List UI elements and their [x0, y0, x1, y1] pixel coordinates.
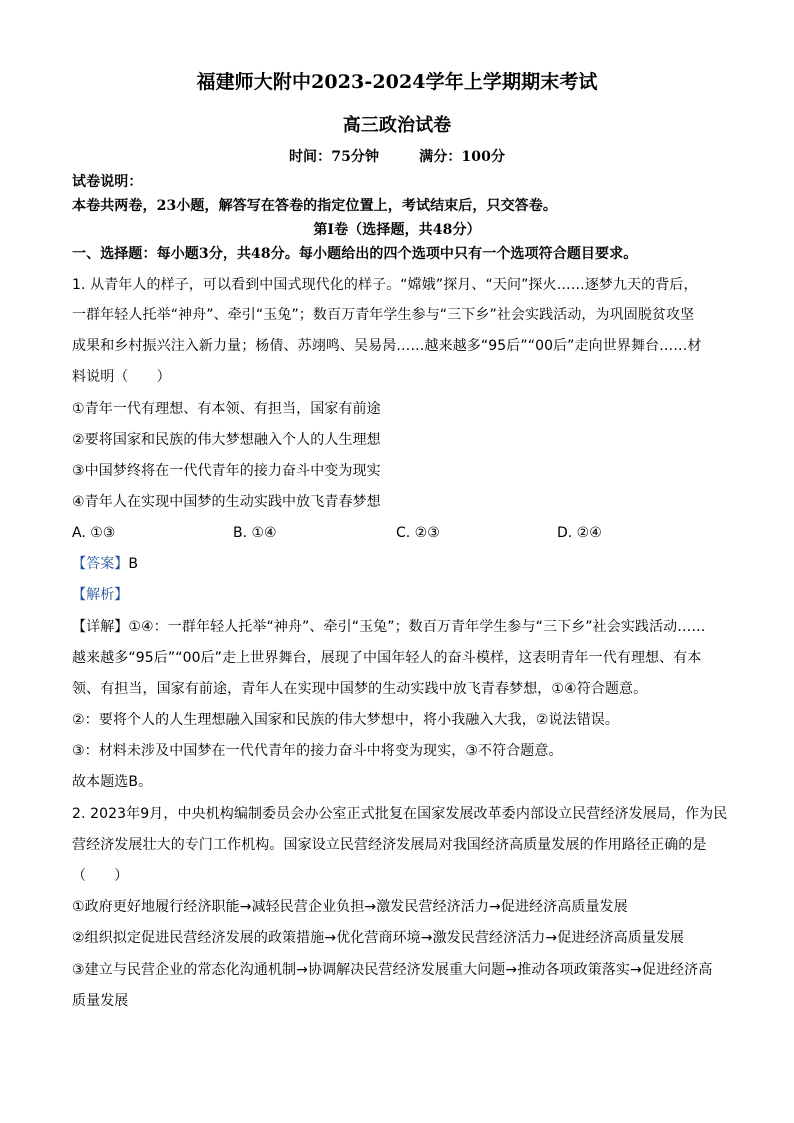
q1-statement: ③中国梦终将在一代代青年的接力奋斗中变为现实 [72, 463, 381, 479]
q2-stem-line: 营经济发展壮大的专门工作机构。国家设立民营经济发展局对我国经济高质量发展的作用路径正确的是 [72, 837, 707, 853]
q1-option-b: B. ①④ [233, 525, 277, 541]
answer-value: B [128, 556, 139, 572]
q1-stem-line: 1. 从青年人的样子，可以看到中国式现代化的样子。“嫦娥”探月、“天问”探火……逐梦九天的背后， [72, 277, 698, 293]
q1-detail-line: ③：材料未涉及中国梦在一代代青年的接力奋斗中将变为现实，③不符合题意。 [72, 743, 563, 759]
instructions-heading: 试卷说明： [72, 174, 143, 190]
q2-statement: ③建立与民营企业的常态化沟通机制→协调解决民营经济发展重大问题→推动各项政策落实→促进经济高 [72, 962, 713, 978]
exam-title: 福建师大附中2023-2024学年上学期期末考试 [196, 71, 598, 93]
q1-answer [72, 554, 138, 574]
q1-stem-line: 成果和乡村振兴注入新力量；杨倩、苏翊鸣、吴易昺……越来越多“95后”“00后”走向世界舞台……材 [72, 338, 702, 354]
q1-detail-line: ②：要将个人的人生理想融入国家和民族的伟大梦想中，将小我融入大我，②说法错误。 [72, 712, 619, 728]
q1-detail-line: 故本题选B。 [72, 774, 153, 790]
q1-option-c: C. ②③ [396, 525, 440, 541]
q2-stem-line: 2. 2023年9月，中央机构编制委员会办公室正式批复在国家发展改革委内部设立民营经济发展局，作为民 [72, 806, 728, 822]
q1-stem-line: 料说明（ ） [72, 369, 171, 385]
answer-tag: 【答案】 [72, 556, 129, 572]
exam-score: 满分：100分 [419, 149, 506, 165]
q1-detail-line: 领、有担当，国家有前途，青年人在实现中国梦的生动实践中放飞青春梦想，①④符合题意。 [72, 681, 648, 697]
q1-detail-line [72, 617, 705, 637]
detail-tag: 【详解】 [72, 619, 129, 635]
q1-option-d: D. ②④ [557, 525, 602, 541]
exam-time: 时间：75分钟 [288, 149, 380, 165]
exam-subtitle: 高三政治试卷 [342, 115, 452, 136]
instructions-text: 本卷共两卷，23小题，解答写在答卷的指定位置上，考试结束后，只交答卷。 [72, 198, 557, 214]
q1-detail-line: 越来越多“95后”“00后”走上世界舞台，展现了中国年轻人的奋斗模样，这表明青年一代有理想、有本 [72, 650, 702, 666]
detail-text: ①④：一群年轻人托举“神舟”、牵引“玉兔”；数百万青年学生参与“三下乡”社会实践活动…… [128, 619, 706, 635]
q2-stem-line: （ ） [72, 868, 129, 884]
q2-statement: 质量发展 [72, 993, 129, 1009]
part-title: 第Ⅰ卷（选择题，共48分） [313, 222, 481, 238]
q1-analysis [72, 585, 128, 605]
q1-statement: ①青年一代有理想、有本领、有担当，国家有前途 [72, 401, 381, 417]
exam-meta [0, 147, 794, 167]
q1-statement: ④青年人在实现中国梦的生动实践中放飞青春梦想 [72, 494, 381, 510]
section-title: 一、选择题：每小题3分，共48分。每小题给出的四个选项中只有一个选项符合题目要求。 [72, 246, 638, 262]
q2-statement: ①政府更好地履行经济职能→减轻民营企业负担→激发民营经济活力→促进经济高质量发展 [72, 899, 628, 915]
q1-option-a: A. ①③ [72, 525, 116, 541]
q2-statement: ②组织拟定促进民营经济发展的政策措施→优化营商环境→激发民营经济活力→促进经济高质量发展 [72, 930, 685, 946]
q1-stem-line: 一群年轻人托举“神舟”、牵引“玉兔”；数百万青年学生参与“三下乡”社会实践活动，为巩固脱贫攻坚 [72, 307, 695, 323]
analysis-tag: 【解析】 [72, 587, 129, 603]
q1-statement: ②要将国家和民族的伟大梦想融入个人的人生理想 [72, 432, 381, 448]
